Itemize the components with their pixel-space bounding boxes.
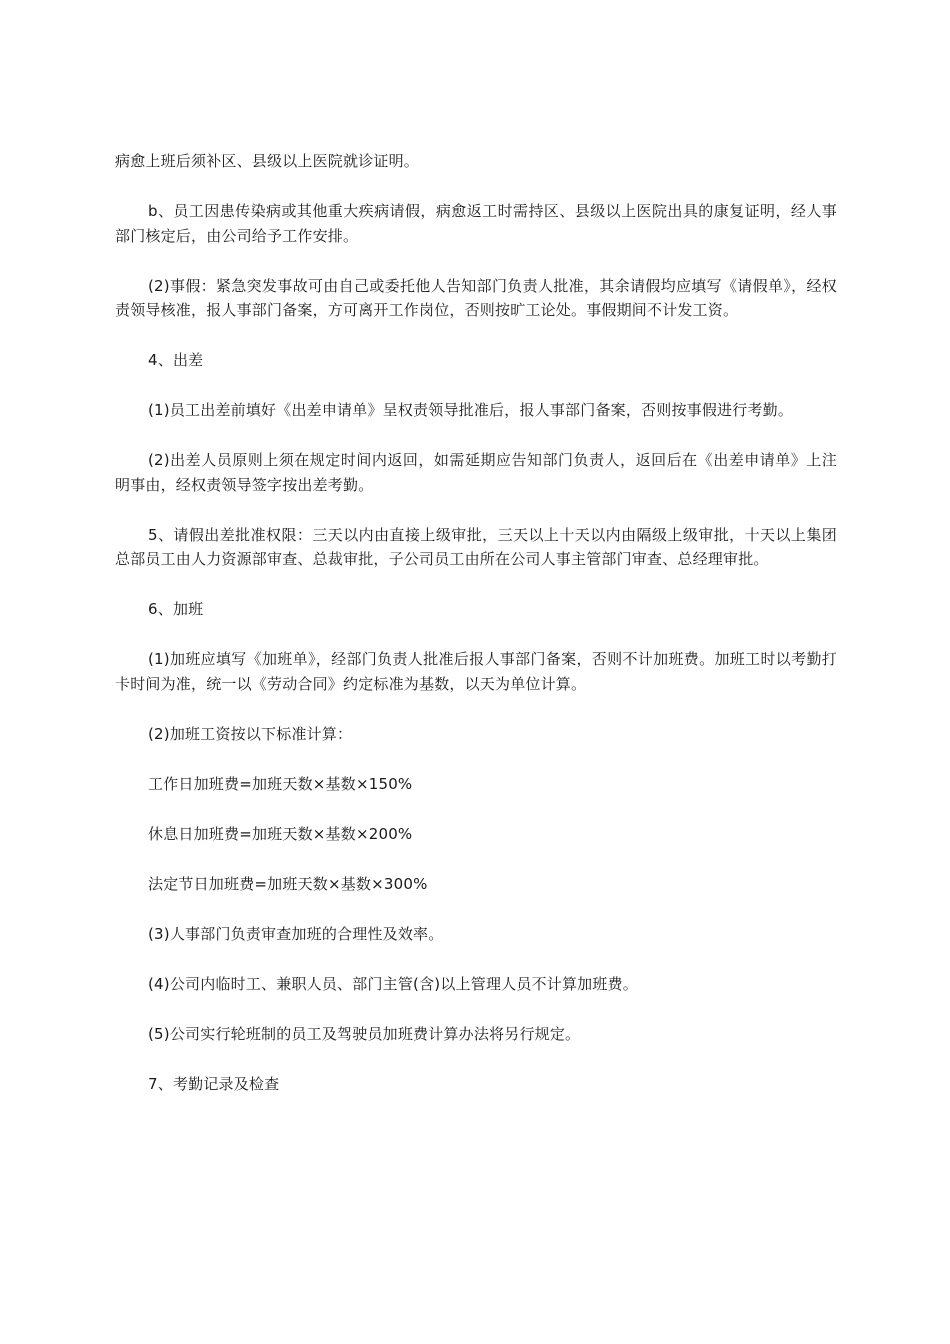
- paragraph: (3)人事部门负责审查加班的合理性及效率。: [148, 924, 444, 943]
- section-heading: 4、出差: [148, 351, 204, 369]
- paragraph: b、员工因患传染病或其他重大疾病请假，病愈返工时需持区、县级以上医院出具的康复证明，经人事部门核定后，由公司给予工作安排。: [115, 202, 837, 245]
- paragraph: (2)事假：紧急突发事故可由自己或委托他人告知部门负责人批准，其余请假均应填写《请假单》，经权责领导核准，报人事部门备案，方可离开工作岗位，否则按旷工论处。事假期间不计发工资。: [115, 276, 837, 319]
- paragraph: (4)公司内临时工、兼职人员、部门主管(含)以上管理人员不计算加班费。: [148, 974, 638, 993]
- formula-line: 休息日加班费=加班天数×基数×200%: [148, 824, 413, 843]
- section-heading: 7、考勤记录及检查: [148, 1074, 280, 1093]
- formula-line: 法定节日加班费=加班天数×基数×300%: [148, 874, 428, 893]
- section-heading: 6、加班: [148, 600, 204, 618]
- document-body: [115, 149, 837, 1122]
- formula-line: 工作日加班费=加班天数×基数×150%: [148, 774, 413, 793]
- paragraph: (5)公司实行轮班制的员工及驾驶员加班费计算办法将另行规定。: [148, 1024, 581, 1043]
- paragraph: (2)加班工资按以下标准计算：: [148, 724, 353, 743]
- paragraph: 病愈上班后须补区、县级以上医院就诊证明。: [115, 152, 420, 170]
- paragraph: (1)员工出差前填好《出差申请单》呈权责领导批准后，报人事部门备案，否则按事假进行考勤。: [148, 401, 794, 419]
- paragraph: 5、请假出差批准权限：三天以内由直接上级审批，三天以上十天以内由隔级上级审批，十天以上集团总部员工由人力资源部审查、总裁审批，子公司员工由所在公司人事主管部门审查、总经理审批。: [115, 525, 837, 568]
- paragraph: (2)出差人员原则上须在规定时间内返回，如需延期应告知部门负责人，返回后在《出差申请单》上注明事由，经权责领导签字按出差考勤。: [115, 451, 837, 494]
- paragraph: (1)加班应填写《加班单》，经部门负责人批准后报人事部门备案，否则不计加班费。加班工时以考勤打卡时间为准，统一以《劳动合同》约定标准为基数，以天为单位计算。: [115, 650, 837, 693]
